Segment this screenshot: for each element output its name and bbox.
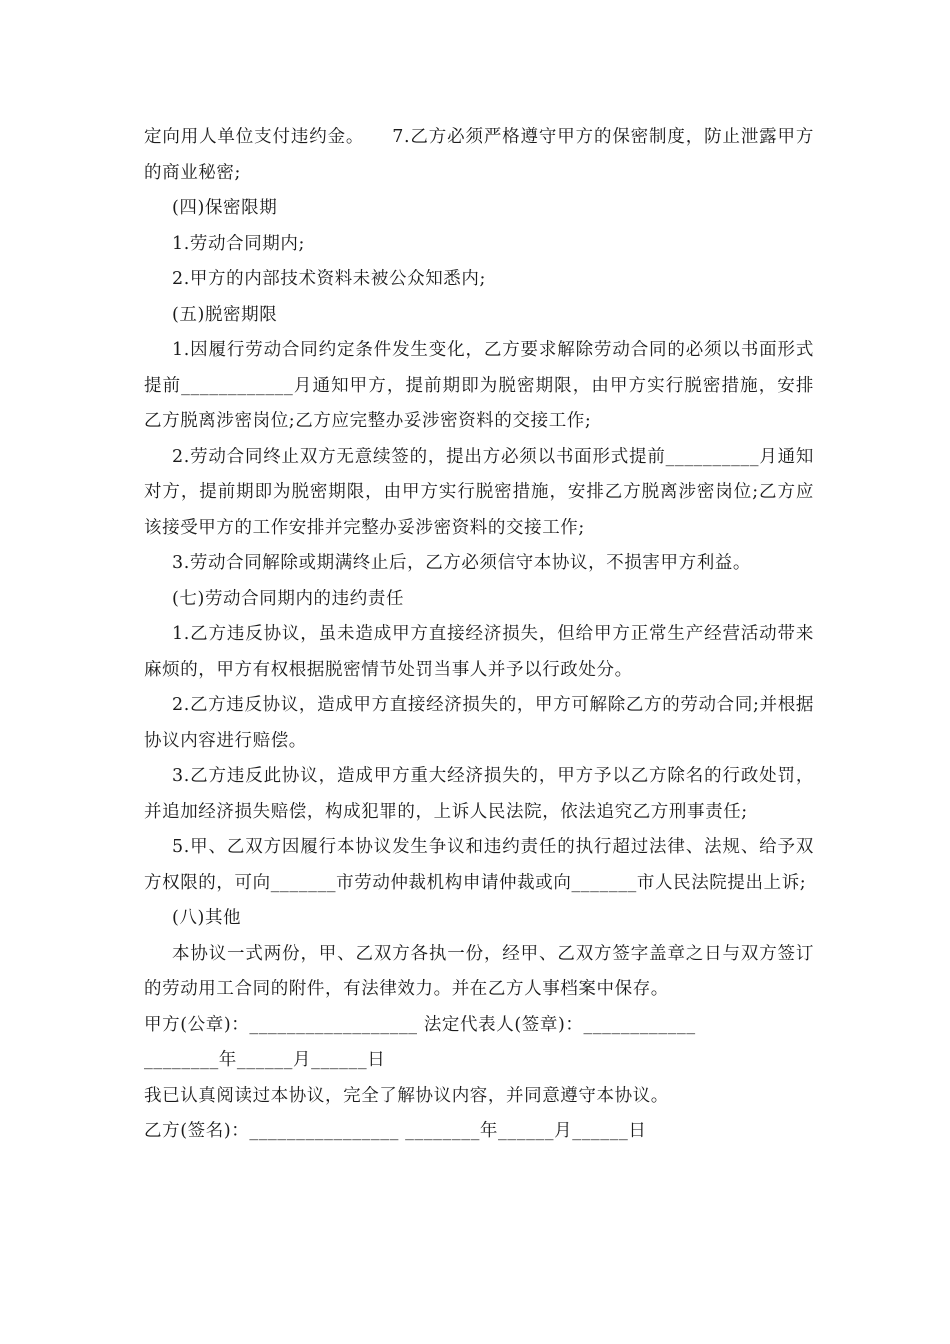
acknowledgement-statement: 我已认真阅读过本协议，完全了解协议内容，并同意遵守本协议。 xyxy=(144,1085,669,1106)
party-a-date-line: ________年______月______日 xyxy=(144,1050,386,1070)
paragraph: 2.乙方违反协议，造成甲方直接经济损失的，甲方可解除乙方的劳动合同;并根据协议内容进行赔偿。 xyxy=(144,695,814,751)
paragraph: 本协议一式两份，甲、乙双方各执一份，经甲、乙双方签字盖章之日与双方签订的劳动用工合同的附件，有法律效力。并在乙方人事档案中保存。 xyxy=(144,943,814,999)
party-a-signature-line: 甲方(公章)：__________________ 法定代表人(签章)：____________ xyxy=(144,1014,696,1035)
section-heading: (五)脱密期限 xyxy=(172,304,278,325)
paragraph: 3.乙方违反此协议，造成甲方重大经济损失的，甲方予以乙方除名的行政处罚，并追加经济损失赔偿，构成犯罪的，上诉人民法院，依法追究乙方刑事责任; xyxy=(144,766,814,822)
paragraph: 1.劳动合同期内; xyxy=(172,233,305,254)
paragraph: 1.乙方违反协议，虽未造成甲方直接经济损失，但给甲方正常生产经营活动带来麻烦的，甲方有权根据脱密情节处罚当事人并予以行政处分。 xyxy=(144,624,814,680)
paragraph: 1.因履行劳动合同约定条件发生变化，乙方要求解除劳动合同的必须以书面形式提前____________月通知甲方，提前期即为脱密期限，由甲方实行脱密措施，安排乙方脱离涉密岗位;乙方应完整办妥涉密资料的交接工作; xyxy=(144,340,814,431)
document-body xyxy=(144,120,814,1150)
section-heading: (四)保密限期 xyxy=(172,198,278,218)
paragraph: 2.甲方的内部技术资料未被公众知悉内; xyxy=(172,269,486,289)
paragraph: 5.甲、乙双方因履行本协议发生争议和违约责任的执行超过法律、法规、给予双方权限的，可向_______市劳动仲裁机构申请仲裁或向_______市人民法院提出上诉; xyxy=(144,837,814,893)
paragraph: 2.劳动合同终止双方无意续签的，提出方必须以书面形式提前__________月通知对方，提前期即为脱密期限，由甲方实行脱密措施，安排乙方脱离涉密岗位;乙方应该接受甲方的工作安排并完整办妥涉密资料的交接工作; xyxy=(144,446,814,538)
paragraph: 3.劳动合同解除或期满终止后，乙方必须信守本协议，不损害甲方利益。 xyxy=(172,553,751,573)
section-heading: (八)其他 xyxy=(172,908,242,928)
party-b-signature-line: 乙方(签名)：________________ ________年______月______日 xyxy=(144,1121,647,1141)
section-heading: (七)劳动合同期内的违约责任 xyxy=(172,588,405,609)
paragraph: 定向用人单位支付违约金。 7.乙方必须严格遵守甲方的保密制度，防止泄露甲方的商业秘密; xyxy=(144,127,814,183)
